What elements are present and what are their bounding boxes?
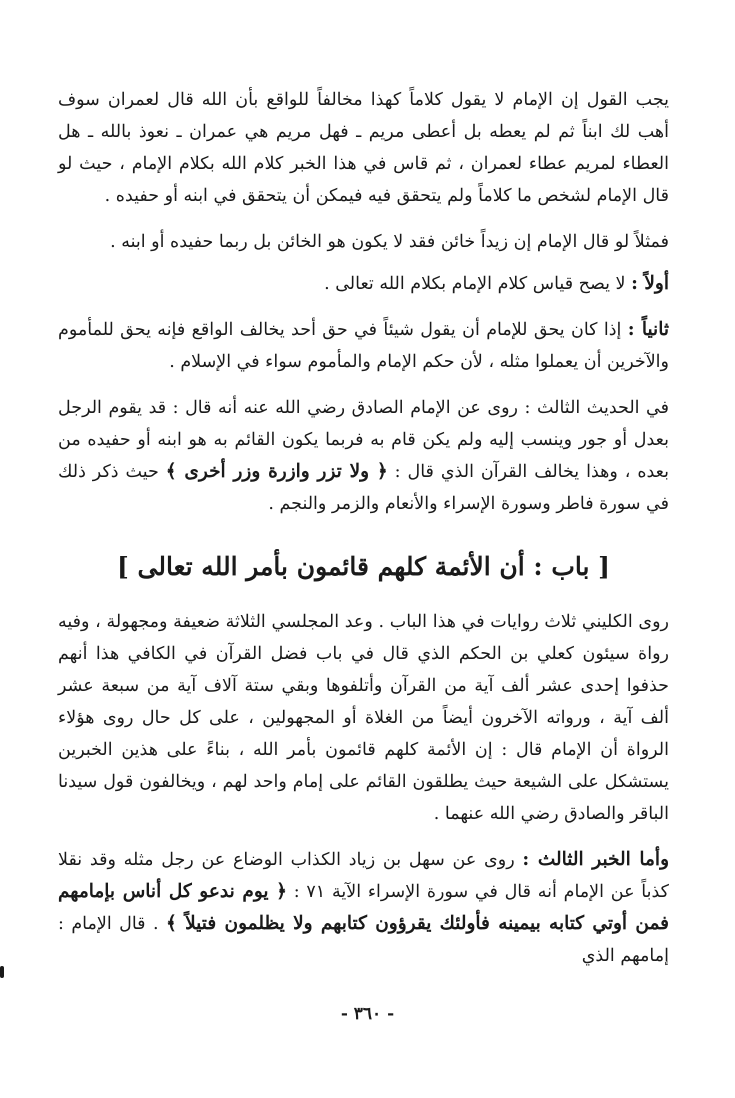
chapter-heading: [ باب : أن الأئمة كلهم قائمون بأمر الله تعالى ] xyxy=(116,552,611,581)
first-point-label: أولاً : xyxy=(631,273,669,294)
second-point-label: ثانياً : xyxy=(627,319,669,340)
quran-quote-1: ﴿ ولا تزر وازرة وزر أخرى ﴾ xyxy=(165,461,388,482)
quran-quote-2: ﴿ يوم ندعو كل أناس بإمامهم فمن أوتي كتابه بيمينه فأولئك يقرؤون كتابهم ولا يظلمون فتيلاً ﴾ xyxy=(58,881,669,934)
third-report-label: وأما الخبر الثالث : xyxy=(522,849,669,870)
paragraph-third-hadith xyxy=(58,392,669,520)
third-hadith-text-a: في الحديث الثالث : روى عن الإمام الصادق رضي الله عنه أنه قال : قد يقوم الرجل بعدل أو جور وينسب إليه ولم يكن قام به فربما يكون القائم به هو ابنه أو حفيده من بعده ، وهذا يخالف القرآن الذي قال : xyxy=(58,398,669,482)
paragraph-first-point xyxy=(58,268,669,300)
paragraph-1: يجب القول إن الإمام لا يقول كلاماً كهذا مخالفاً للواقع بأن الله قال لعمران سوف أهب لك ابناً ثم لم يعطه بل أعطى مريم ـ فهل مريم هي عمران ـ نعوذ بالله ـ هل العطاء لمريم عطاء لعمران ، ثم قاس في هذا الخبر كلام الله بكلام الإمام ، حيث لو قال الإمام لشخص ما كلاماً ولم يتحقق فيه فيمكن أن يتحقق في ابنه أو حفيده . xyxy=(58,90,669,206)
paragraph-third-report xyxy=(58,844,669,972)
third-hadith-text-b: حيث ذكر ذلك في سورة فاطر وسورة الإسراء والأنعام والزمر والنجم . xyxy=(58,462,669,514)
second-point-text: إذا كان يحق للإمام أن يقول شيئاً في حق أحد يخالف الواقع فإنه يحق للمأموم والآخرين أن يعملوا مثله ، لأن حكم الإمام والمأموم سواء في الإسلام . xyxy=(58,320,669,372)
third-report-text-b: . قال الإمام : إمامهم الذي xyxy=(58,914,669,966)
paragraph-2: فمثلاً لو قال الإمام إن زيداً خائن فقد لا يكون هو الخائن بل ربما حفيده أو ابنه . xyxy=(110,232,669,252)
first-point-text: لا يصح قياس كلام الإمام بكلام الله تعالى . xyxy=(324,274,632,294)
paragraph-kulayni: روى الكليني ثلاث روايات في هذا الباب . وعد المجلسي الثلاثة ضعيفة ومجهولة ، وفيه رواة سيئون كعلي بن الحكم الذي قال في باب فضل القرآن في الكافي هذا أنهم حذفوا إحدى عشر ألف آية من القرآن وأتلفوها وبقي ستة آلاف آية من سبعة عشر ألف آية ، ورواته الآخرون أيضاً من الغلاة أو المجهولين ، على كل حال روى هؤلاء الرواة أن الإمام قال : إن الأئمة كلهم قائمون بأمر الله ، بناءً على هذين الخبرين يستشكل على الشيعة حيث يطلقون القائم على إمام واحد لهم ، ويخالفون قول سيدنا الباقر والصادق رضي الله عنهما . xyxy=(58,612,669,824)
page-number: - ٣٦٠ - xyxy=(340,1004,395,1024)
third-report-text-a: روى عن سهل بن زياد الكذاب الوضاع عن رجل مثله وقد نقلا كذباً عن الإمام أنه قال في سورة الإسراء الآية ٧١ : xyxy=(58,850,669,902)
scan-edge-mark xyxy=(0,966,4,978)
paragraph-second-point xyxy=(58,314,669,378)
